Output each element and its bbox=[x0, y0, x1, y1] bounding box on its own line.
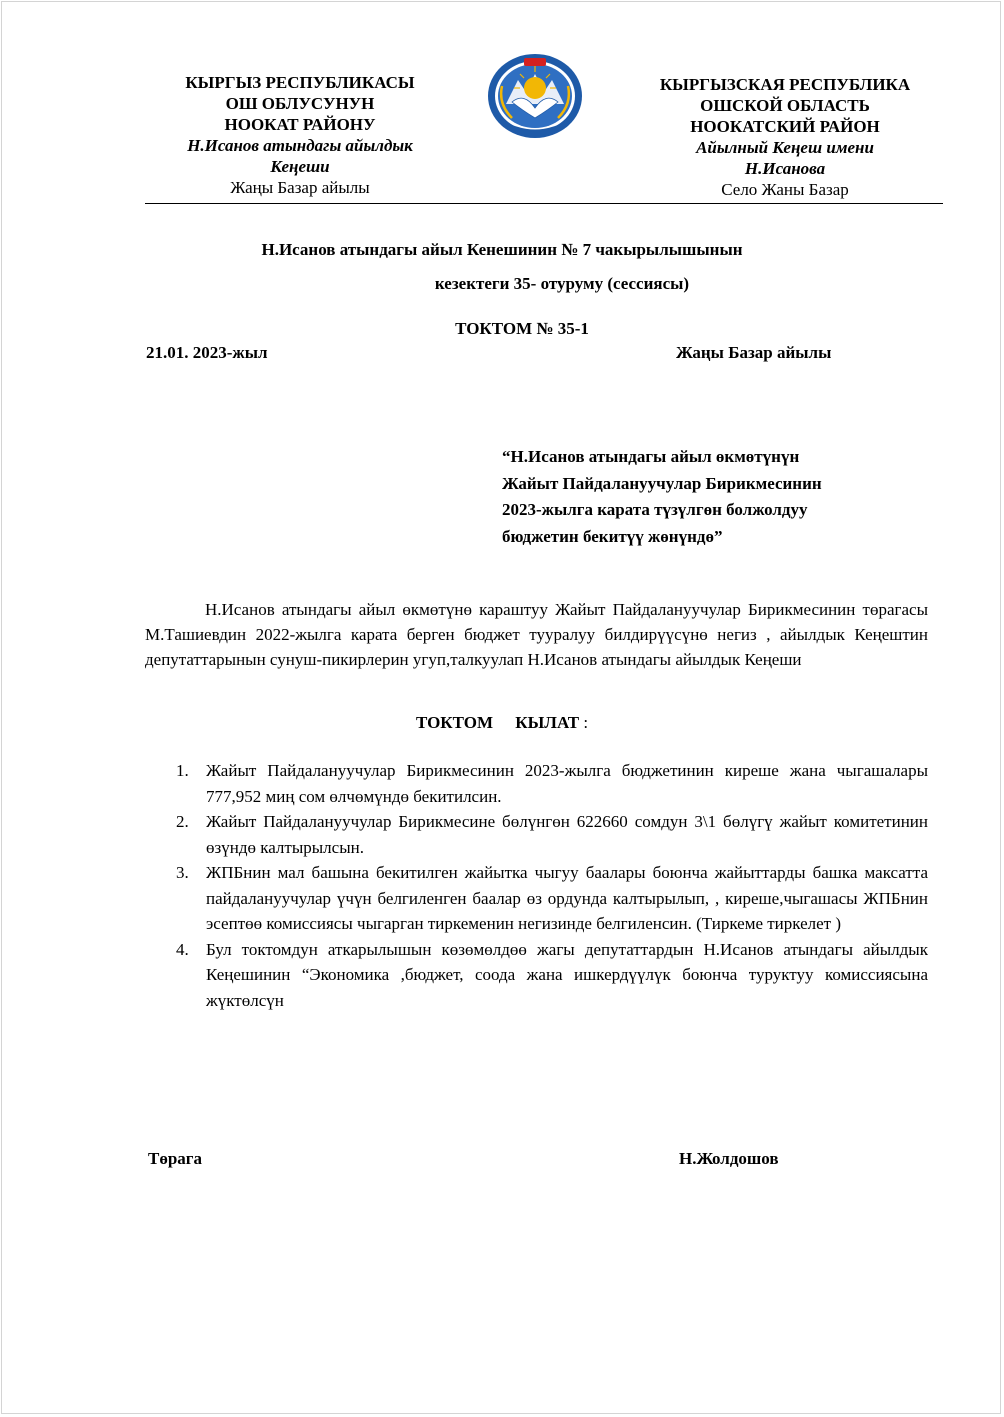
header-right-council: Айылный Кеңеш имени bbox=[696, 138, 874, 157]
header-left bbox=[160, 72, 440, 198]
header-right-region: ОШСКОЙ ОБЛАСТЬ bbox=[700, 96, 870, 115]
item-number: 4. bbox=[176, 939, 189, 959]
subject-line: “Н.Исанов атындагы айыл өкмөтүнүн bbox=[502, 447, 800, 466]
header-left-council-cont: Кеңеши bbox=[270, 157, 330, 176]
preamble-paragraph: Н.Исанов атындагы айыл өкмөтүнө караштуу Жайыт Пайдалануучулар Бирикмесинин төрагасы М.Ташиевдин 2022-жылга карата берген бюджет тууралуу билдирүүсүнө негиз , айылдык Кеңештин депутаттарынын сунуш-пикирлерин угуп,талкуулап Н.Исанов атындагы айылдык Кеңеши bbox=[145, 600, 928, 669]
header-divider bbox=[145, 203, 943, 204]
decision-items-list bbox=[170, 758, 928, 1013]
page-border bbox=[1, 1, 1001, 1414]
header-right-country: КЫРГЫЗСКАЯ РЕСПУБЛИКА bbox=[659, 75, 911, 94]
item-number: 1. bbox=[176, 761, 189, 780]
resolution-date: 21.01. 2023-жыл bbox=[146, 343, 268, 362]
header-right-district: НООКАТСКИЙ РАЙОН bbox=[690, 117, 880, 136]
item-number: 2. bbox=[176, 812, 189, 831]
header-left-country: КЫРГЫЗ РЕСПУБЛИКАСЫ bbox=[185, 73, 415, 92]
list-item bbox=[170, 860, 928, 937]
item-number: 3. bbox=[176, 863, 189, 882]
subject-line: Жайыт Пайдалануучулар Бирикмесинин bbox=[502, 473, 822, 493]
subject-line: 2023-жылга карата түзүлгөн болжолдуу bbox=[502, 500, 808, 519]
resolution-title: ТОКТОМ № 35-1 bbox=[455, 319, 589, 338]
header-right-village: Село Жаны Базар bbox=[721, 180, 849, 199]
item-text: Жайыт Пайдалануучулар Бирикмесине бөлүнгөн 622660 сомдун 3\1 бөлүгү жайыт комитетинин өзүндө калтырылсын. bbox=[206, 812, 928, 857]
list-item bbox=[170, 809, 928, 860]
signature-name: Н.Жолдошов bbox=[679, 1149, 779, 1168]
header-left-council: Н.Исанов атындагы айылдык bbox=[187, 136, 413, 155]
resolution-subject bbox=[502, 444, 912, 550]
signature-title: Төрага bbox=[148, 1149, 203, 1168]
list-item bbox=[170, 937, 928, 1014]
decision-label: ТОКТОМ КЫЛАТ bbox=[415, 713, 580, 732]
item-text: ЖПБнин мал башына бекитилген жайытка чыгуу баалары боюнча жайыттарды башка максатта пайдалануучулар үчүн белгиленген баалар өз ордунда калтырылып, , киреше,чыгашасы ЖПБнин эсептөө комиссиясы чыгарган тиркеменин негизинде белгиленсин. (Тиркеме тиркелет ) bbox=[206, 863, 928, 933]
session-title-line2: кезектеги 35- отуруму (сессиясы) bbox=[434, 274, 690, 293]
decision-colon: : bbox=[583, 713, 589, 732]
list-item bbox=[170, 758, 928, 809]
header-right-council-cont: Н.Исанова bbox=[744, 159, 826, 178]
subject-line: бюджетин бекитүү жөнүндө” bbox=[502, 526, 723, 546]
header-left-region: ОШ ОБЛУСУНУН bbox=[225, 94, 375, 113]
session-title-line1: Н.Исанов атындагы айыл Кенешинин № 7 чакырылышынын bbox=[261, 240, 743, 259]
header-left-village: Жаңы Базар айылы bbox=[230, 178, 370, 197]
header-left-district: НООКАТ РАЙОНУ bbox=[224, 115, 376, 134]
resolution-place: Жаңы Базар айылы bbox=[676, 343, 832, 362]
header-right bbox=[630, 74, 940, 200]
item-text: Бул токтомдун аткарылышын көзөмөлдөө жагы депутаттардын Н.Исанов атындагы айылдык Кеңешинин “Экономика ,бюджет, соода жана ишкердүүлүк боюнча туруктуу комиссиясына жүктөлсүн bbox=[206, 939, 928, 1010]
item-text: Жайыт Пайдалануучулар Бирикмесинин 2023-жылга бюджетинин кирешe жана чыгашалары 777,952 миң сом өлчөмүндө бекитилсин. bbox=[206, 761, 928, 806]
decision-heading bbox=[0, 712, 1004, 734]
state-emblem-icon bbox=[486, 52, 584, 140]
